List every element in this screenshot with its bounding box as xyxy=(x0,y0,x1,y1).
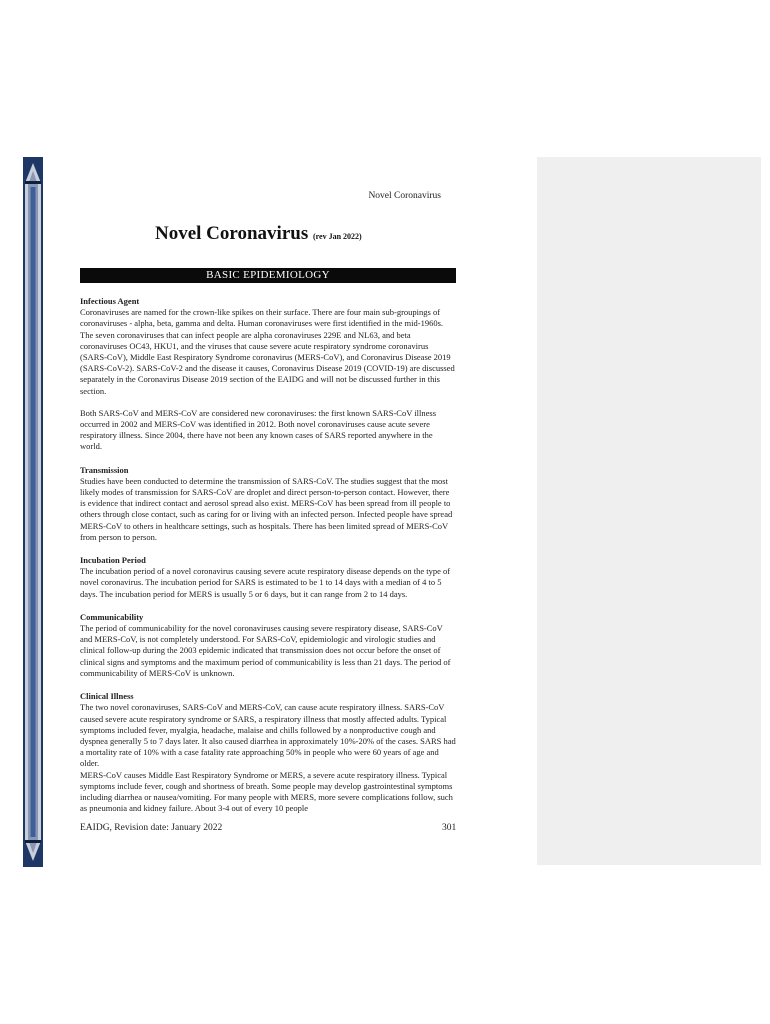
comment-pane xyxy=(537,157,761,865)
paragraph: The incubation period of a novel coronavirus causing severe acute respiratory disease depends on the type of novel coronavirus. The incubation period for SARS is estimated to be 1 to 14 days with a median of 4 to 5 days. The incubation period for MERS is usually 5 or 6 days, but it can range from 2 to 14 days. xyxy=(80,566,451,599)
title-text: Novel Coronavirus xyxy=(155,223,309,244)
paragraph: The two novel coronaviruses, SARS-CoV and MERS-CoV, can cause acute respiratory illness. SARS-CoV caused severe acute respiratory syndrome or SARS, a respiratory illness that mostly affected adults. Typical symptoms included fever, myalgia, headache, malaise and chills followed by a nonproductive cough and dyspnea generally 5 to 7 days later. It also caused diarrhea in approximately 10%-20% of the cases. SARS had a mortality rate of 10% with a case fatality rate approaching 50% in people who were 60 years of age and older. xyxy=(80,702,456,769)
footer-revision: EAIDG, Revision date: January 2022 xyxy=(80,823,223,833)
section-communicability xyxy=(80,612,456,679)
section-transmission xyxy=(80,465,456,543)
section-heading: Incubation Period xyxy=(80,555,146,566)
section-infectious-agent xyxy=(80,296,456,453)
paragraph: MERS-CoV causes Middle East Respiratory Syndrome or MERS, a severe acute respiratory illness. Typical symptoms include fever, cough and shortness of breath. Some people may develop gastrointestinal symptoms including diarrhea or nausea/vomiting. For many people with MERS, more severe complications follow, such as pneumonia and kidney failure. About 3-4 out of every 10 people xyxy=(80,769,453,814)
section-heading: Transmission xyxy=(80,464,129,475)
paragraph: Studies have been conducted to determine the transmission of SARS-CoV. The studies suggest that the most likely modes of transmission for SARS-CoV are droplet and direct person-to-person contact. However, there is evidence that indirect contact and aerosol spread also exist. MERS-CoV has been spread from ill people to others through close contact, such as caring for or living with an infected person. Infected people have spread MERS-CoV to others in healthcare settings, such as hospitals. There has been limited spread of MERS-CoV from person to person. xyxy=(80,475,453,542)
paragraph: Coronaviruses are named for the crown-like spikes on their surface. There are four main sub-groupings of coronaviruses - alpha, beta, gamma and delta. Human coronaviruses were first identified in the mid-1960s. The seven coronaviruses that can infect people are alpha coronaviruses 229E and NL63, and beta coronaviruses OC43, HKU1, and the viruses that cause severe acute respiratory syndrome coronavirus (SARS-CoV), Middle East Respiratory Syndrome coronavirus (MERS-CoV), and Coronavirus Disease 2019 (SARS-CoV-2). SARS-CoV-2 and the disease it causes, Coronavirus Disease 2019 (COVID-19) are discussed separately in the Coronavirus Disease 2019 section of the EAIDG and will not be discussed further in this section. xyxy=(80,307,455,396)
section-heading: Infectious Agent xyxy=(80,296,140,306)
section-incubation-period xyxy=(80,555,456,600)
section-heading: Communicability xyxy=(80,611,144,622)
paragraph: The period of communicability for the novel coronaviruses causing severe respiratory disease, SARS-CoV and MERS-CoV, is not completely understood. For SARS-CoV, epidemiologic and virologic studies and clinical follow-up during the 2003 epidemic indicated that transmission does not occur before the onset of clinical signs and symptoms and the maximum period of communicability is less than 21 days. The period of communicability of MERS-CoV is unknown. xyxy=(80,623,451,678)
title-revision-note: (rev Jan 2022) xyxy=(312,232,362,241)
section-heading: Clinical Illness xyxy=(80,691,134,702)
section-clinical-illness xyxy=(80,691,456,814)
page-title xyxy=(155,223,455,245)
page-number: 301 xyxy=(442,823,457,833)
running-head: Novel Coronavirus xyxy=(368,191,441,201)
section-band: BASIC EPIDEMIOLOGY xyxy=(80,268,456,283)
document-body xyxy=(80,296,456,826)
paragraph: Both SARS-CoV and MERS-CoV are considered new coronaviruses: the first known SARS-CoV illness occurred in 2002 and MERS-CoV was identified in 2012. Both novel coronaviruses cause acute severe respiratory illness. Since 2004, there have not been any known cases of SARS reported anywhere in the world. xyxy=(80,407,437,452)
